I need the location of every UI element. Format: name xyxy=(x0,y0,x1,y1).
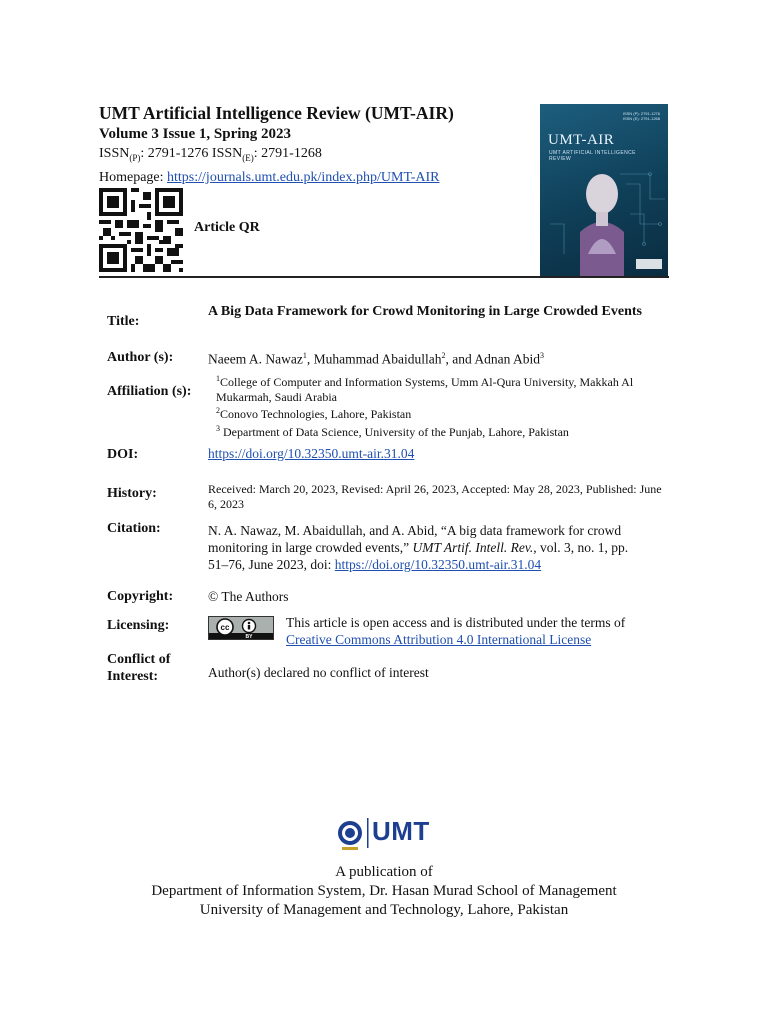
author-2: , Muhammad Abaidullah xyxy=(306,351,442,367)
history-value: Received: March 20, 2023, Revised: April 26, 2023, Accepted: May 28, 2023, Published: June 6, 2023 xyxy=(208,482,662,511)
copyright-value: © The Authors xyxy=(208,589,289,604)
department-line: Department of Information System, Dr. Hasan Murad School of Management xyxy=(151,883,617,899)
citation-label: Citation: xyxy=(107,521,161,536)
affiliation-1 xyxy=(208,372,663,404)
affiliation-3 xyxy=(208,422,663,440)
conflict-value: Author(s) declared no conflict of interest xyxy=(208,665,429,680)
citation-doi-link[interactable]: https://doi.org/10.32350.umt-air.31.04 xyxy=(334,557,542,572)
affiliation-2 xyxy=(208,404,663,422)
affiliation-label: Affiliation (s): xyxy=(107,384,192,399)
conflict-label-line-2: Interest: xyxy=(107,669,159,684)
citation-value xyxy=(208,522,643,573)
licensing-text: This article is open access and is distributed under the terms of xyxy=(286,615,626,630)
umt-logo-text: UMT xyxy=(372,816,430,846)
issn-line xyxy=(99,144,529,168)
author-3: , and Adnan Abid xyxy=(445,351,540,367)
svg-text:BY: BY xyxy=(245,634,253,639)
article-qr-label: Article QR xyxy=(194,220,260,235)
journal-header xyxy=(99,103,529,188)
journal-cover-image xyxy=(540,104,668,276)
cover-issn-1: ISSN (P): 2791-1276 xyxy=(622,111,660,116)
issn-p-sub: (P) xyxy=(129,152,141,163)
citation-text: N. A. Nawaz, M. Abaidullah, and A. Abid, “A big data framework for crowd monitoring in large crowded events,” xyxy=(208,523,622,555)
author-1-sup: 1 xyxy=(302,351,307,360)
journal-title: UMT Artificial Intelligence Review (UMT-AIR) xyxy=(99,103,454,123)
doi-label: DOI: xyxy=(107,447,139,462)
cc-by-license-icon[interactable] xyxy=(208,616,274,640)
citation-journal: UMT Artif. Intell. Rev. xyxy=(412,540,534,555)
affiliation-3-sup: 3 xyxy=(216,423,220,433)
cc-by-icon-graphic xyxy=(209,617,273,639)
conflict-label xyxy=(107,651,170,685)
cover-robot-illustration xyxy=(540,104,668,276)
licensing-value xyxy=(286,614,666,648)
cover-title: UMT-AIR xyxy=(548,132,615,148)
author-3-sup: 3 xyxy=(539,351,544,360)
history-label: History: xyxy=(107,486,157,501)
svg-text:cc: cc xyxy=(220,623,230,632)
issn-p-value: : 2791-1276 ISSN xyxy=(140,146,243,161)
affiliation-2-text: Conovo Technologies, Lahore, Pakistan xyxy=(220,407,412,421)
cover-issn xyxy=(623,111,660,121)
doi-link[interactable]: https://doi.org/10.32350.umt-air.31.04 xyxy=(208,446,415,461)
issn-e-value: : 2791-1268 xyxy=(253,146,322,161)
conflict-label-line-1: Conflict of xyxy=(107,652,171,667)
homepage-link[interactable]: https://journals.umt.edu.pk/index.php/UMT-AIR xyxy=(167,169,440,185)
university-line: University of Management and Technology, Lahore, Pakistan xyxy=(199,902,569,918)
publication-line: A publication of xyxy=(335,864,433,880)
licensing-label: Licensing: xyxy=(107,618,170,633)
authors-label: Author (s): xyxy=(107,350,174,365)
doi-value xyxy=(208,445,663,462)
affiliation-3-text: Department of Data Science, University of the Punjab, Lahore, Pakistan xyxy=(220,424,569,439)
copyright-label: Copyright: xyxy=(107,589,174,604)
author-2-sup: 2 xyxy=(441,351,446,360)
volume-issue: Volume 3 Issue 1, Spring 2023 xyxy=(99,126,291,142)
license-link[interactable]: Creative Commons Attribution 4.0 International License xyxy=(286,632,592,647)
citation-rest: , vol. 3, no. 1, pp. 51–76, June 2023, doi: xyxy=(208,540,629,572)
cover-issn-2: ISSN (E): 2791-1268 xyxy=(622,116,660,121)
title-label: Title: xyxy=(107,314,140,329)
header-divider xyxy=(99,276,669,278)
issn-e-sub: (E) xyxy=(242,152,254,163)
affiliation-1-sup: 1 xyxy=(216,374,220,383)
affiliation-2-sup: 2 xyxy=(216,406,220,415)
author-1: Naeem A. Nawaz xyxy=(208,351,303,367)
homepage-line xyxy=(99,168,529,188)
article-qr-code xyxy=(99,187,183,273)
authors-list xyxy=(208,347,663,368)
affiliations xyxy=(208,372,663,439)
issn-label: ISSN xyxy=(99,146,130,161)
affiliation-1-text: College of Computer and Information Systems, Umm Al-Qura University, Makkah Al Mukarmah, Saudi Arabia xyxy=(216,375,634,404)
article-title: A Big Data Framework for Crowd Monitoring in Large Crowded Events xyxy=(208,304,642,319)
cover-subtitle: UMT ARTIFICIAL INTELLIGENCE REVIEW xyxy=(549,150,636,162)
homepage-label: Homepage: xyxy=(99,169,168,185)
